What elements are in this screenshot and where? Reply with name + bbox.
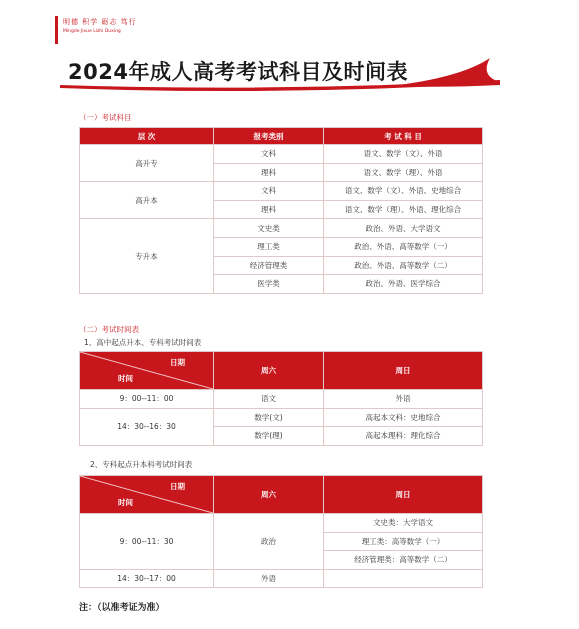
sunday-cell: 外语 xyxy=(324,390,483,409)
table-row xyxy=(80,569,483,588)
time-cell: 14：30--16：30 xyxy=(80,408,214,445)
table-row xyxy=(80,182,483,201)
time-cell: 9：00--11：00 xyxy=(80,390,214,409)
subjects-cell: 语文、数学（理）、外语 xyxy=(324,163,483,182)
schedule-2-label: 2、专科起点升本科考试时间表 xyxy=(90,460,193,469)
col-header-saturday: 周六 xyxy=(214,476,324,514)
category-cell: 理工类 xyxy=(214,237,324,256)
level-cell: 专升本 xyxy=(80,219,214,293)
saturday-cell: 外语 xyxy=(214,569,324,588)
subjects-cell: 政治、外语、高等数学（一） xyxy=(324,237,483,256)
saturday-cell: 数学(理) xyxy=(214,427,324,446)
category-cell: 经济管理类 xyxy=(214,256,324,275)
sunday-cell: 理工类：高等数学（一） xyxy=(324,532,483,551)
subjects-cell: 语文、数学（文）、外语、史地综合 xyxy=(324,182,483,201)
footnote: 注：（以准考证为准） xyxy=(79,603,165,613)
table-row xyxy=(80,219,483,238)
col-header: 报考类别 xyxy=(214,128,324,145)
subjects-cell: 语文、数学（文）、外语 xyxy=(324,145,483,164)
col-header-sunday: 周日 xyxy=(324,476,483,514)
saturday-cell: 语文 xyxy=(214,390,324,409)
time-cell: 9：00--11：30 xyxy=(80,514,214,570)
col-header: 考 试 科 目 xyxy=(324,128,483,145)
brand-motto: 明德 积学 砺志 笃行 xyxy=(63,18,137,26)
col-header-saturday: 周六 xyxy=(214,352,324,390)
level-cell: 高升本 xyxy=(80,182,214,219)
title-banner xyxy=(60,52,500,92)
date-axis-label: 日期 xyxy=(170,358,185,367)
subjects-cell: 政治、外语、高等数学（二） xyxy=(324,256,483,275)
col-header: 层 次 xyxy=(80,128,214,145)
schedule-header-row xyxy=(80,476,483,514)
date-axis-label: 日期 xyxy=(170,482,185,491)
brand-bar xyxy=(55,16,58,44)
category-cell: 文科 xyxy=(214,145,324,164)
subjects-cell: 政治、外语、大学语文 xyxy=(324,219,483,238)
sunday-cell: 高起本文科：史地综合 xyxy=(324,408,483,427)
level-cell: 高升专 xyxy=(80,145,214,182)
sunday-cell xyxy=(324,569,483,588)
category-cell: 文科 xyxy=(214,182,324,201)
subjects-header-row xyxy=(80,128,483,145)
schedule-table-2 xyxy=(79,475,483,588)
subjects-cell: 语文、数学（理）、外语、理化综合 xyxy=(324,200,483,219)
section-2-label: （二）考试时间表 xyxy=(79,325,139,334)
table-row xyxy=(80,390,483,409)
schedule-1-label: 1、高中起点升本、专科考试时间表 xyxy=(84,338,202,347)
time-cell: 14：30--17：00 xyxy=(80,569,214,588)
category-cell: 理科 xyxy=(214,163,324,182)
subjects-cell: 政治、外语、医学综合 xyxy=(324,275,483,294)
brand-motto-pinyin: Mingde Jixue Lizhi Duxing xyxy=(63,29,121,34)
sunday-cell: 高起本理科：理化综合 xyxy=(324,427,483,446)
saturday-cell: 政治 xyxy=(214,514,324,570)
time-axis-label: 时间 xyxy=(118,498,133,507)
sunday-cell: 文史类：大学语文 xyxy=(324,514,483,533)
diagonal-line xyxy=(80,352,213,389)
table-row xyxy=(80,408,483,427)
schedule-header-row xyxy=(80,352,483,390)
diagonal-line xyxy=(80,476,213,513)
section-1-label: （一）考试科目 xyxy=(79,113,132,122)
schedule-table-1 xyxy=(79,351,483,446)
table-row xyxy=(80,514,483,533)
time-axis-label: 时间 xyxy=(118,374,133,383)
table-row xyxy=(80,145,483,164)
diagonal-header-cell xyxy=(80,352,214,390)
category-cell: 医学类 xyxy=(214,275,324,294)
diagonal-header-cell xyxy=(80,476,214,514)
col-header-sunday: 周日 xyxy=(324,352,483,390)
page-title: 2024年成人高考考试科目及时间表 xyxy=(68,60,408,84)
sunday-cell: 经济管理类：高等数学（二） xyxy=(324,551,483,570)
subjects-table xyxy=(79,127,483,294)
category-cell: 文史类 xyxy=(214,219,324,238)
category-cell: 理科 xyxy=(214,200,324,219)
saturday-cell: 数学(文) xyxy=(214,408,324,427)
